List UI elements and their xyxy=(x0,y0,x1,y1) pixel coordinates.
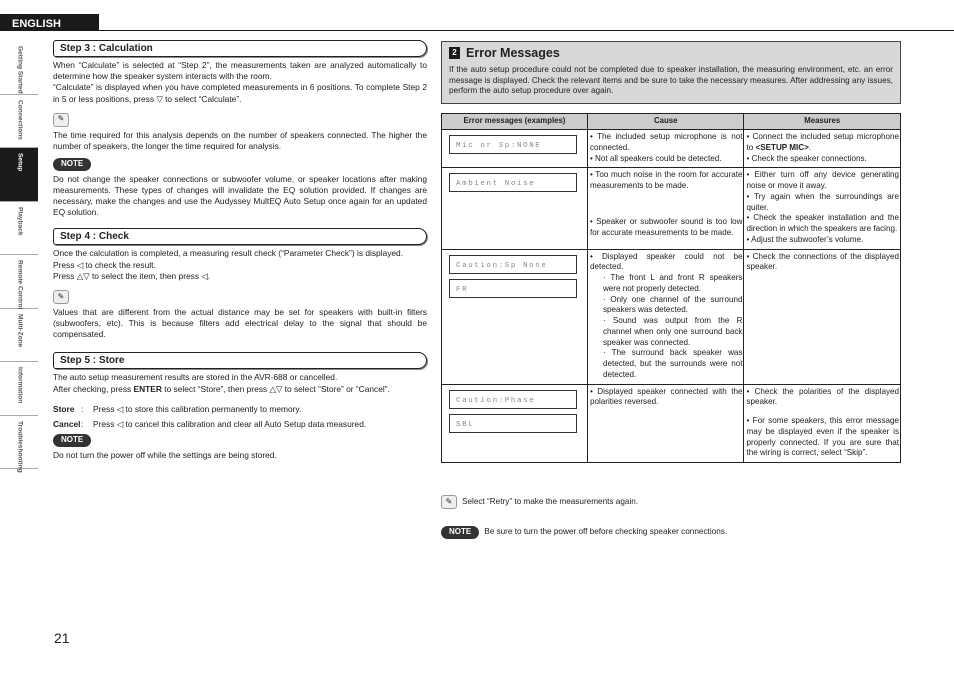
step3-paragraph-2: “Calculate” is displayed when you have completed measurements in 6 positions. To complete Step 2 in 5 or less positions, press ▽ to select “Calculate”. xyxy=(53,82,427,104)
header-rule xyxy=(0,30,954,31)
table-row: Caution:Phase SBL • Displayed speaker connected with the polarities reversed. • Check the polarities of the displayed speaker. • For some speakers, this error message may be displayed even if the speaker is properly connected. If you are sure that the wiring is correct, select “Skip”. xyxy=(442,384,901,463)
step5-note: Do not turn the power off while the settings are being stored. xyxy=(53,449,277,460)
side-nav-multi-zone[interactable]: Multi-Zone xyxy=(0,309,38,363)
left-column xyxy=(53,40,427,461)
side-nav xyxy=(0,41,38,473)
step4-paragraph-1: Once the calculation is completed, a measuring result check (“Parameter Check”) is displayed. xyxy=(53,248,404,259)
enter-key-label: ENTER xyxy=(133,383,162,394)
section-title: Error Messages xyxy=(466,46,560,60)
step5-heading: Step 5 : Store xyxy=(53,352,427,369)
step3-paragraph-1: When “Calculate” is selected at “Step 2”, the measurements taken are analyzed automatically to determine how the speaker system interacts with the room. xyxy=(53,60,427,82)
step4-paragraph-2: Press ◁ to check the result. xyxy=(53,259,156,270)
display-screen: Caution:Sp None xyxy=(449,255,577,274)
section-intro: If the auto setup procedure could not be completed due to speaker installation, the measuring environment, etc. an error message is displayed. Check the relevant items and be sure to take the necessary measures. After addressing any issues, perform the auto setup procedure over again. xyxy=(449,64,893,96)
note-badge: NOTE xyxy=(53,158,91,171)
note-badge: NOTE xyxy=(53,434,91,447)
right-column xyxy=(441,41,901,458)
language-label: ENGLISH xyxy=(12,18,61,30)
pencil-icon: ✎ xyxy=(53,290,69,304)
power-note: NOTE Be sure to turn the power off before checking speaker connections. xyxy=(441,526,727,539)
step3-heading: Step 3 : Calculation xyxy=(53,40,427,57)
store-option: Store : Press ◁ to store this calibration permanently to memory. xyxy=(53,403,302,414)
step4-heading: Step 4 : Check xyxy=(53,228,427,245)
column-header-error: Error messages (examples) xyxy=(442,114,588,130)
side-nav-setup[interactable]: Setup xyxy=(0,148,38,202)
display-screen: Mic or Sp:NONE xyxy=(449,135,577,154)
step5-paragraph-2: After checking, press ENTER to select “Store”, then press △▽ to select “Store” or “Cancel”. xyxy=(53,383,390,394)
display-screen: FR xyxy=(449,279,577,298)
table-row: Caution:Sp None FR • Displayed speaker could not be detected. · The front L and front R speakers were not properly detected. · Only one channel of the surround speakers was detected. · Sound was output from the R channel when only one surround back speaker was connected. · The surround back speaker was detected, but the surrounds were not detected. • Check the connections of the displayed speaker. xyxy=(442,249,901,384)
display-screen: SBL xyxy=(449,414,577,433)
side-nav-remote-control[interactable]: Remote Control xyxy=(0,255,38,309)
side-nav-troubleshooting[interactable]: Troubleshooting xyxy=(0,416,38,470)
side-nav-information[interactable]: Information xyxy=(0,362,38,416)
side-nav-playback[interactable]: Playback xyxy=(0,202,38,256)
column-header-measures: Measures xyxy=(744,114,901,130)
section-number: 2 xyxy=(449,47,460,59)
display-screen: Ambient Noise xyxy=(449,173,577,192)
error-messages-header xyxy=(441,41,901,104)
cancel-option: Cancel : Press ◁ to cancel this calibration and clear all Auto Setup data measured. xyxy=(53,418,367,429)
page-number: 21 xyxy=(54,630,70,646)
error-table xyxy=(441,113,901,463)
step4-tip: Values that are different from the actual distance may be set for speakers with built-in filters (subwoofers, etc). This is because filters add electrical delay to the signal that should be compensated. xyxy=(53,306,427,340)
step3-tip: The time required for this analysis depends on the number of speakers connected. The higher the number of speakers, the longer the time required for analysis. xyxy=(53,129,427,151)
table-row: Ambient Noise • Too much noise in the room for accurate measurements to be made. • Speaker or subwoofer sound is too low for accurate measurements to be made. • Either turn off any device generating noise or move it away. • Try again when the surroundings are quiter. • Check the speaker installation and the direction in which the speakers are facing. • Adjust the subwoofer’s volume. xyxy=(442,168,901,249)
step5-paragraph-1: The auto setup measurement results are stored in the AVR-688 or cancelled. xyxy=(53,372,338,383)
side-nav-connections[interactable]: Connections xyxy=(0,95,38,149)
step4-paragraph-3: Press △▽ to select the item, then press ◁. xyxy=(53,270,211,281)
pencil-icon: ✎ xyxy=(53,113,69,127)
display-screen: Caution:Phase xyxy=(449,390,577,409)
retry-tip: ✎ Select “Retry” to make the measurements again. xyxy=(441,495,638,509)
pencil-icon: ✎ xyxy=(441,495,457,509)
language-tab xyxy=(0,14,99,31)
side-nav-getting-started[interactable]: Getting Started xyxy=(0,41,38,95)
step3-note: Do not change the speaker connections or subwoofer volume, or speaker locations after making measurements. These types of changes will invalidate the EQ solution provided. If changes are necessary, make the changes and use the Audyssey MultEQ Auto Setup once again for an updated EQ solution. xyxy=(53,173,427,218)
note-badge: NOTE xyxy=(441,526,479,539)
table-row: Mic or Sp:NONE • The included setup microphone is not connected. • Not all speakers could be detected. • Connect the included setup microphone to <SETUP MIC>. • Check the speaker connections. xyxy=(442,130,901,168)
column-header-cause: Cause xyxy=(587,114,744,130)
